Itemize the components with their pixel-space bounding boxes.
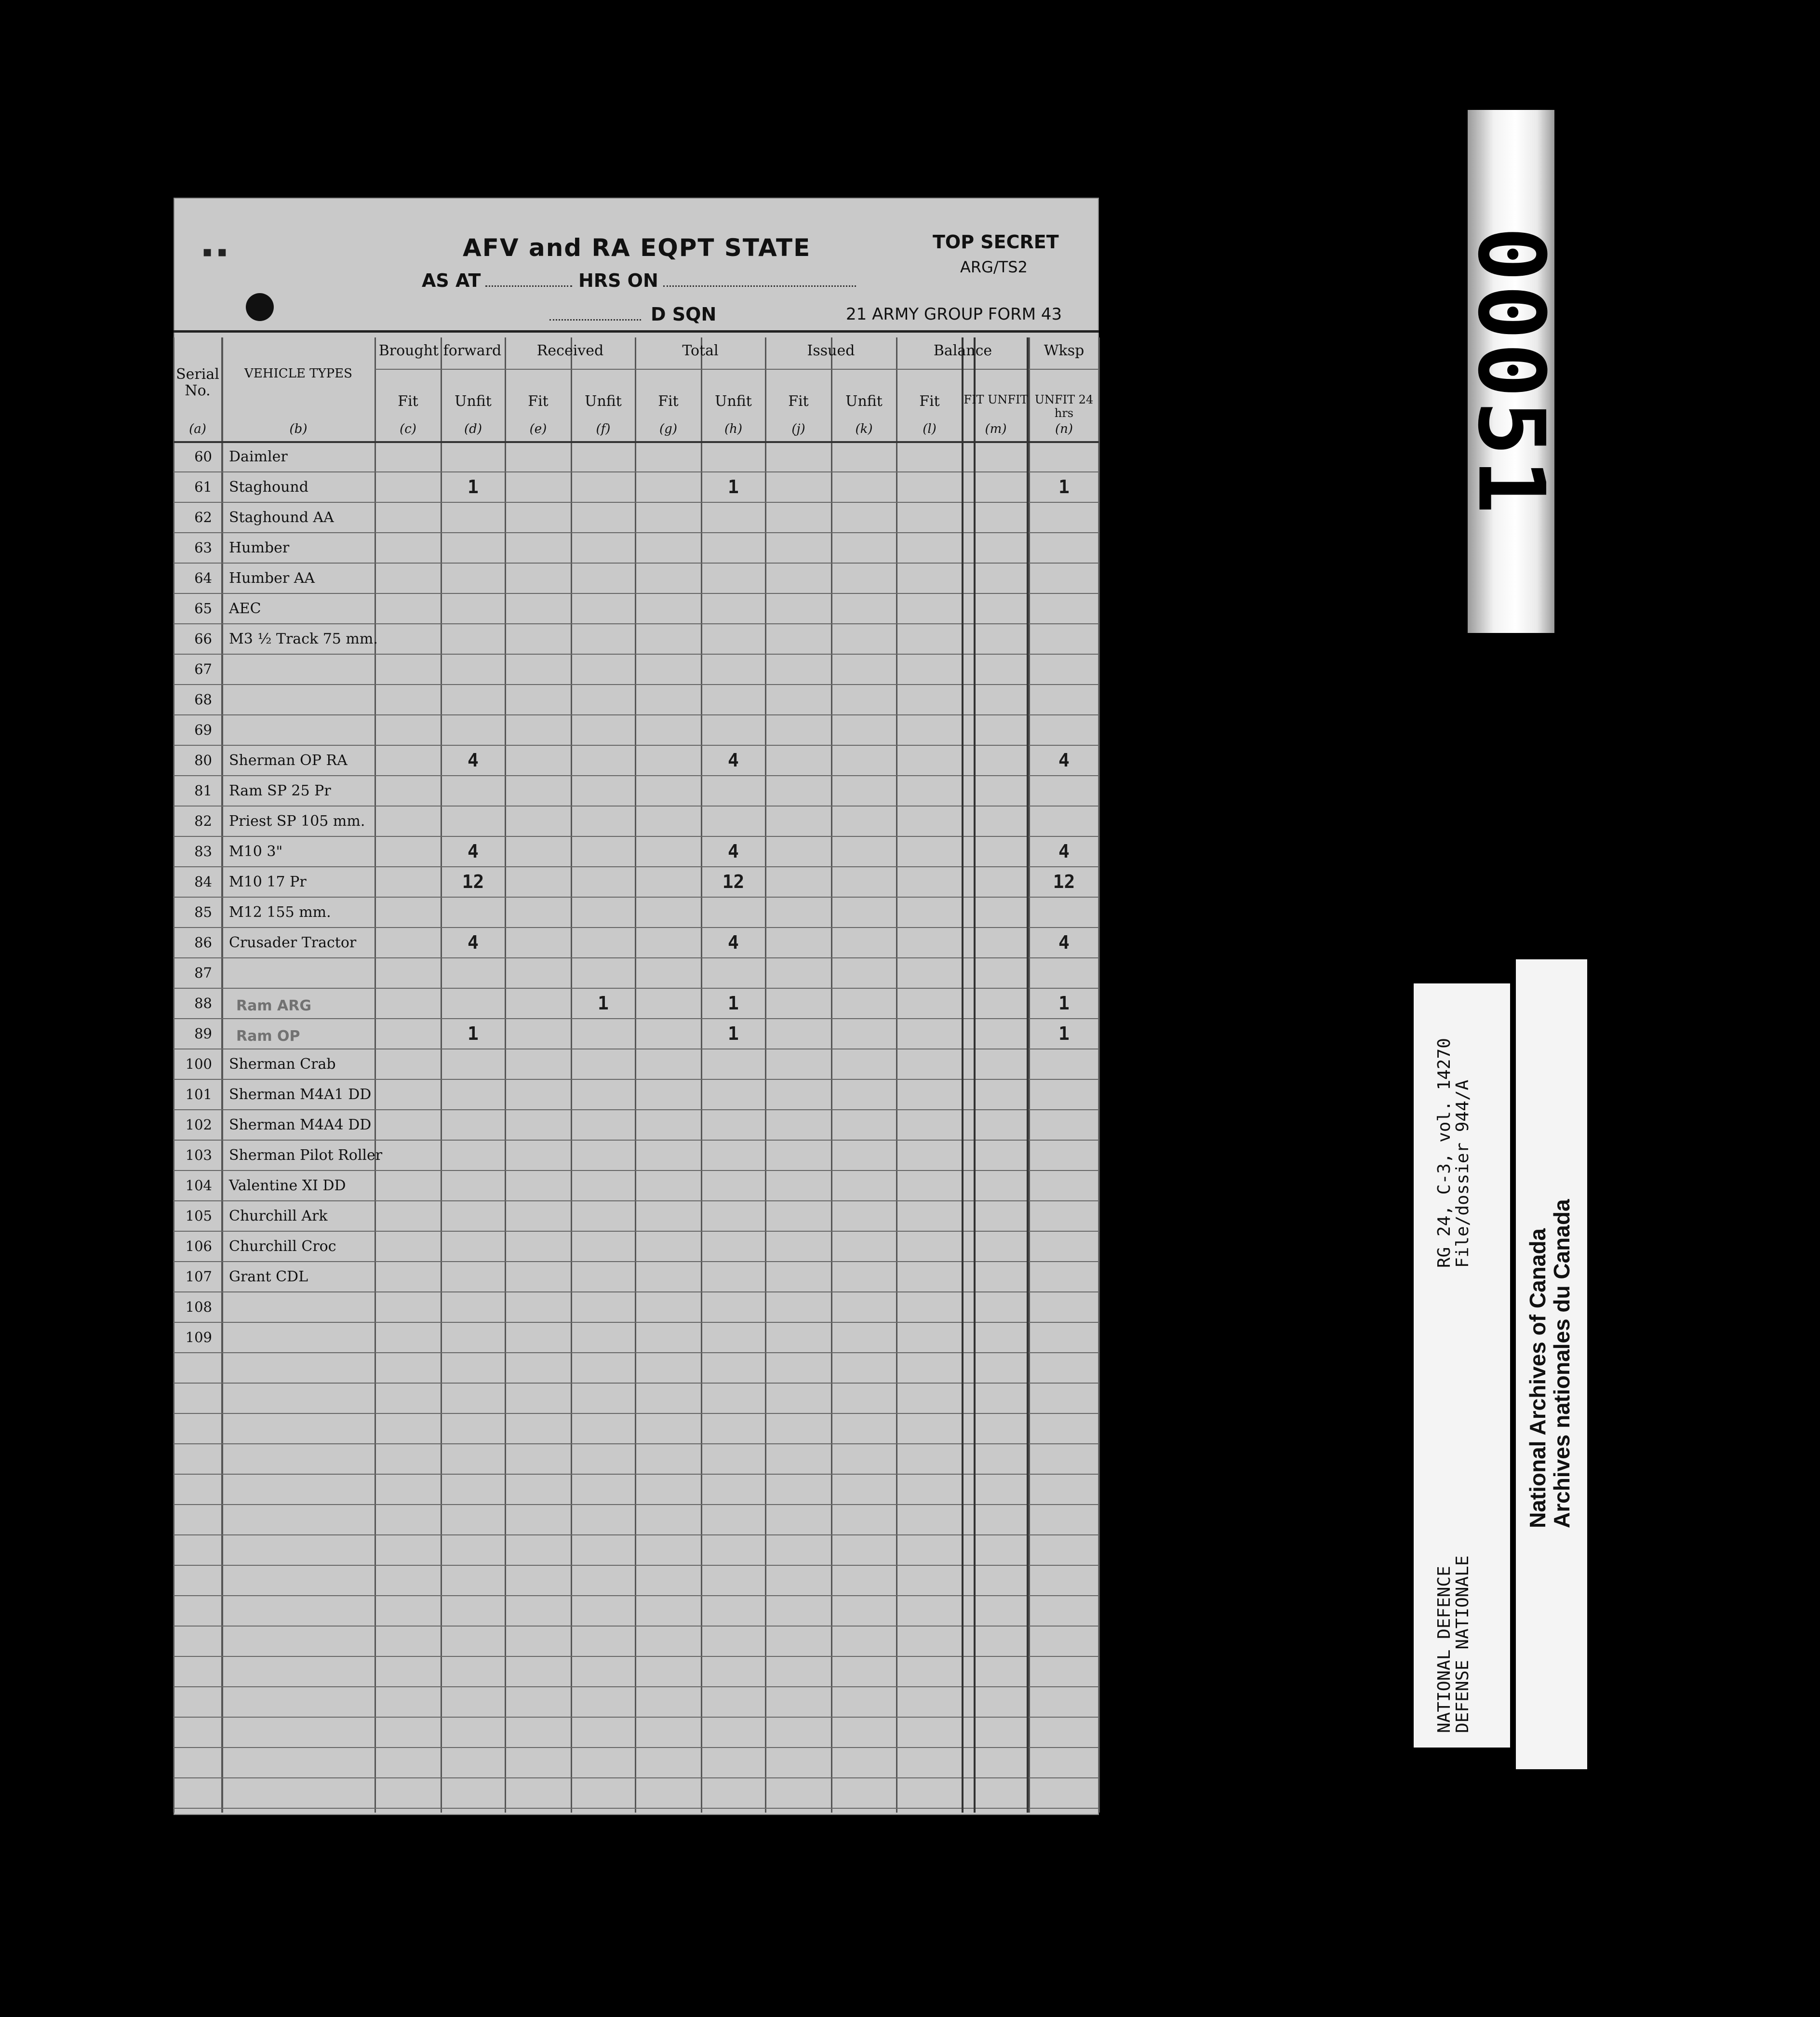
corner-ticks: ▪ ▪ [202,243,228,260]
row-rule [174,593,1099,594]
row-rule [174,1565,1099,1566]
cell-value-d: 4 [468,750,479,771]
ink-blot [246,293,274,321]
serial-number: 107 [185,1268,212,1285]
serial-number: 84 [194,874,212,890]
row-rule [174,1474,1099,1475]
balance-rule [962,337,964,1813]
hrs-on-label: HRS ON [578,270,658,291]
cell-value-n: 4 [1058,932,1070,953]
serial-number: 87 [194,965,212,981]
column-rule [1098,337,1100,1813]
row-rule [174,897,1099,898]
as-at-field [485,285,572,287]
vehicle-table [174,337,1099,1813]
cell-value-d: 1 [468,476,479,498]
subheader-8: Fit [919,393,940,410]
vehicle-type: Daimler [229,448,288,465]
serial-number: 109 [185,1329,212,1345]
hrs-on-field [663,285,856,287]
vehicle-type: Humber AA [229,570,315,587]
serial-header: Serial No. [176,366,219,399]
serial-number: 85 [194,904,212,920]
group-header-2: Total [682,342,719,359]
vehicle-type: Grant CDL [229,1268,308,1285]
column-rule [221,337,223,1813]
vehicle-type: M3 ½ Track 75 mm. [229,631,378,647]
group-header-5: Wksp [1044,342,1084,359]
group-header-4: Balance [933,342,992,359]
column-rule [441,337,442,1813]
serial-number: 100 [185,1056,212,1072]
header-bottom-rule [174,441,1099,443]
archive-reference-label [1414,983,1510,1748]
column-rule [765,337,766,1813]
archives-name [1526,1199,1574,1528]
row-rule [174,957,1099,958]
squadron-line [549,304,716,325]
squadron-field [549,319,641,321]
vehicle-type: Priest SP 105 mm. [229,813,365,830]
column-rule [635,337,636,1813]
cell-value-n: 12 [1053,871,1075,892]
row-rule [174,1291,1099,1292]
vehicle-type: Churchill Croc [229,1238,336,1255]
serial-number: 86 [194,934,212,951]
serial-number: 67 [194,661,212,677]
row-rule [174,1656,1099,1657]
vehicle-type: AEC [229,600,261,617]
serial-number: 69 [194,722,212,738]
serial-number: 89 [194,1025,212,1042]
row-rule [174,1322,1099,1323]
subheader-1: Unfit [455,393,492,410]
serial-number: 101 [185,1086,212,1103]
column-rule [505,337,506,1813]
serial-number: 105 [185,1208,212,1224]
subheader-2: Fit [528,393,549,410]
row-rule [174,836,1099,837]
row-rule [174,502,1099,503]
archive-reference [1435,1038,1472,1268]
nd-line: DEFENSE NATIONALE [1453,1555,1472,1733]
column-letter-2: (c) [400,422,416,436]
group-header-rule [375,369,1099,370]
row-rule [174,1595,1099,1596]
vehicle-type: Staghound [229,479,308,496]
row-rule [174,563,1099,564]
subheader-3: Unfit [585,393,622,410]
serial-number: 104 [185,1177,212,1194]
subheader-5: Unfit [715,393,752,410]
group-header-3: Issued [807,342,855,359]
row-rule [174,1808,1099,1809]
cell-value-n: 4 [1058,750,1070,771]
row-rule [174,684,1099,685]
column-rule [1029,337,1030,1813]
cell-value-h: 1 [728,993,739,1014]
row-rule [174,532,1099,533]
row-rule [174,1352,1099,1353]
header-rule [174,330,1099,333]
vehicle-types-header: VEHICLE TYPES [244,366,352,381]
row-rule [174,1504,1099,1505]
vehicle-type: Sherman Pilot Roller [229,1147,383,1164]
nac-line: Archives nationales du Canada [1549,1199,1574,1528]
serial-number: 61 [194,479,212,495]
serial-number: 88 [194,995,212,1011]
row-rule [174,1686,1099,1687]
vehicle-type: Sherman M4A1 DD [229,1086,372,1103]
column-letter-0: (a) [189,422,206,436]
subheader-0: Fit [398,393,418,410]
serial-number: 65 [194,600,212,617]
form-ref: ARG/TS2 [960,258,1028,276]
column-letter-10: (l) [923,422,937,436]
row-rule [174,1231,1099,1232]
column-letter-11: (m) [985,422,1007,436]
cell-value-d: 12 [462,871,484,892]
subheader-10: UNFIT 24 hrs [1034,393,1094,420]
row-rule [174,988,1099,989]
vehicle-type: M10 3" [229,843,283,860]
vehicle-type: Sherman M4A4 DD [229,1116,372,1133]
form-title: AFV and RA EQPT STATE [463,234,811,262]
cell-value-n: 1 [1058,1023,1070,1044]
vehicle-type: Sherman Crab [229,1056,336,1073]
serial-number: 106 [185,1238,212,1254]
vehicle-type: M10 17 Pr [229,874,307,890]
row-rule [174,1443,1099,1444]
row-rule [174,1079,1099,1080]
row-rule [174,1383,1099,1384]
row-rule [174,1626,1099,1627]
cell-value-h: 4 [728,841,739,862]
row-rule [174,1261,1099,1262]
row-rule [174,927,1099,928]
vehicle-type: Staghound AA [229,509,334,526]
column-letter-4: (e) [529,422,547,436]
row-rule [174,471,1099,472]
ref1-line: File/dossier 944/A [1453,1079,1472,1268]
column-letter-1: (b) [289,422,308,436]
cell-value-n: 1 [1058,993,1070,1014]
row-rule [174,1534,1099,1535]
cell-value-d: 4 [468,841,479,862]
vehicle-type: Humber [229,539,290,556]
column-rule [375,337,376,1813]
row-rule [174,1140,1099,1141]
row-rule [174,1018,1099,1019]
serial-number: 60 [194,448,212,465]
cell-value-n: 4 [1058,841,1070,862]
row-rule [174,1200,1099,1201]
row-rule [174,806,1099,807]
nac-line: National Archives of Canada [1525,1228,1550,1528]
cell-value-h: 4 [728,932,739,953]
serial-number: 102 [185,1116,212,1133]
column-letter-12: (n) [1055,422,1073,436]
ref1-line: RG 24, C-3, vol. 14270 [1434,1038,1454,1268]
form-number: 21 ARMY GROUP FORM 43 [846,305,1062,324]
row-rule [174,654,1099,655]
cell-value-h: 4 [728,750,739,771]
vehicle-type-struck: Ram OP [236,1028,300,1045]
hrs-on-line [578,270,856,291]
serial-number: 83 [194,843,212,860]
vehicle-type-struck: Ram ARG [236,997,311,1014]
archives-canada-label [1516,959,1587,1769]
row-rule [174,1777,1099,1778]
subheader-6: Fit [788,393,809,410]
column-rule [896,337,897,1813]
cell-value-d: 1 [468,1023,479,1044]
column-letter-9: (k) [855,422,873,436]
cell-value-d: 4 [468,932,479,953]
serial-number: 108 [185,1299,212,1315]
column-rule [831,337,832,1813]
cell-value-h: 1 [728,1023,739,1044]
national-defence-label [1435,1556,1472,1733]
vehicle-type: Valentine XI DD [229,1177,346,1194]
vehicle-type: Churchill Ark [229,1208,328,1224]
classification-label: TOP SECRET [933,231,1059,253]
row-rule [174,623,1099,624]
frame-number-strip [1458,110,1565,633]
serial-number: 62 [194,509,212,525]
row-rule [174,745,1099,746]
balance-rule [1027,337,1029,1813]
row-rule [174,1747,1099,1748]
serial-number: 63 [194,539,212,556]
serial-number: 81 [194,782,212,799]
column-letter-3: (d) [464,422,482,436]
serial-number: 80 [194,752,212,768]
vehicle-type: Sherman OP RA [229,752,348,769]
cell-value-f: 1 [598,993,609,1014]
cell-value-h: 1 [728,476,739,498]
serial-number: 82 [194,813,212,829]
column-letter-7: (h) [724,422,743,436]
row-rule [174,775,1099,776]
serial-number: 103 [185,1147,212,1163]
group-header-1: Received [536,342,604,359]
group-header-0: Brought forward [378,342,502,359]
serial-number: 68 [194,691,212,708]
row-rule [174,1109,1099,1110]
column-rule [701,337,702,1813]
row-rule [174,714,1099,715]
serial-number: 66 [194,631,212,647]
squadron-label: D SQN [651,304,717,325]
vehicle-type: M12 155 mm. [229,904,331,921]
row-rule [174,1170,1099,1171]
row-rule [174,866,1099,867]
cell-value-n: 1 [1058,476,1070,498]
subheader-4: Fit [658,393,679,410]
equipment-state-form [174,198,1099,1815]
column-letter-5: (f) [596,422,611,436]
subheader-9: FIT UNFIT [964,393,1028,406]
as-at-line [422,270,577,291]
vehicle-type: Ram SP 25 Pr [229,782,331,799]
cell-value-h: 12 [722,871,745,892]
column-rule [571,337,572,1813]
subheader-7: Unfit [845,393,883,410]
frame-number: 00051 [1458,226,1565,517]
vehicle-type: Crusader Tractor [229,934,357,951]
balance-rule [974,337,976,1813]
column-letter-6: (g) [659,422,677,436]
row-rule [174,1413,1099,1414]
as-at-label: AS AT [422,270,481,291]
serial-number: 64 [194,570,212,586]
row-rule [174,1717,1099,1718]
nd-line: NATIONAL DEFENCE [1434,1566,1454,1733]
column-letter-8: (j) [791,422,805,436]
column-rule [173,337,174,1813]
